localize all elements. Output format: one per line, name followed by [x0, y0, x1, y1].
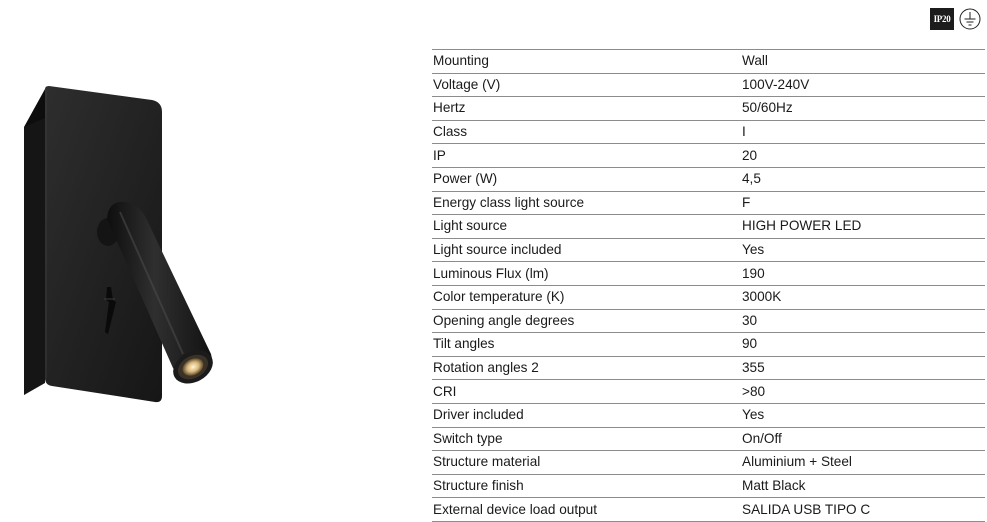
ip-rating-badge: IP20 [930, 8, 954, 30]
spec-value: 190 [741, 262, 985, 286]
spec-value: 30 [741, 309, 985, 333]
spec-value: SALIDA USB TIPO C [741, 498, 985, 522]
spec-row [432, 285, 985, 309]
protective-earth-icon [959, 8, 981, 30]
spec-row [432, 167, 985, 191]
spec-row [432, 427, 985, 451]
specifications-table [432, 49, 985, 522]
spec-value: >80 [741, 380, 985, 404]
spec-value: 355 [741, 356, 985, 380]
spec-label: Switch type [432, 427, 741, 451]
spec-value: HIGH POWER LED [741, 215, 985, 239]
spec-label: Color temperature (K) [432, 285, 741, 309]
spec-value: 20 [741, 144, 985, 168]
spec-row [432, 97, 985, 121]
spec-value: 4,5 [741, 167, 985, 191]
spec-label: Voltage (V) [432, 73, 741, 97]
spec-value: 90 [741, 333, 985, 357]
spec-row [432, 215, 985, 239]
spec-label: Driver included [432, 403, 741, 427]
spec-label: Hertz [432, 97, 741, 121]
spec-row [432, 238, 985, 262]
spec-row [432, 474, 985, 498]
spec-label: Light source included [432, 238, 741, 262]
spec-label: IP [432, 144, 741, 168]
spec-row [432, 356, 985, 380]
spec-row [432, 309, 985, 333]
spec-row [432, 380, 985, 404]
spec-row [432, 120, 985, 144]
spec-value: 50/60Hz [741, 97, 985, 121]
spec-value: Aluminium + Steel [741, 451, 985, 475]
spec-label: Luminous Flux (lm) [432, 262, 741, 286]
spec-row [432, 73, 985, 97]
spec-row [432, 262, 985, 286]
spec-row [432, 498, 985, 522]
spec-label: External device load output [432, 498, 741, 522]
spec-value: Yes [741, 238, 985, 262]
spec-label: Light source [432, 215, 741, 239]
spec-label: Energy class light source [432, 191, 741, 215]
spec-value: Matt Black [741, 474, 985, 498]
spec-label: Tilt angles [432, 333, 741, 357]
spec-label: Rotation angles 2 [432, 356, 741, 380]
spec-row [432, 50, 985, 74]
spec-label: Class [432, 120, 741, 144]
spec-value: 3000K [741, 285, 985, 309]
spec-label: Opening angle degrees [432, 309, 741, 333]
spec-value: F [741, 191, 985, 215]
spec-value: I [741, 120, 985, 144]
spec-label: CRI [432, 380, 741, 404]
product-image [0, 0, 400, 522]
spec-label: Structure finish [432, 474, 741, 498]
spec-label: Structure material [432, 451, 741, 475]
spec-row [432, 144, 985, 168]
spec-value: Yes [741, 403, 985, 427]
certification-badges [930, 8, 981, 30]
spec-row [432, 403, 985, 427]
spec-value: 100V-240V [741, 73, 985, 97]
spec-value: Wall [741, 50, 985, 74]
spec-row [432, 451, 985, 475]
spec-row [432, 191, 985, 215]
spec-label: Power (W) [432, 167, 741, 191]
spec-row [432, 333, 985, 357]
spec-value: On/Off [741, 427, 985, 451]
spec-label: Mounting [432, 50, 741, 74]
